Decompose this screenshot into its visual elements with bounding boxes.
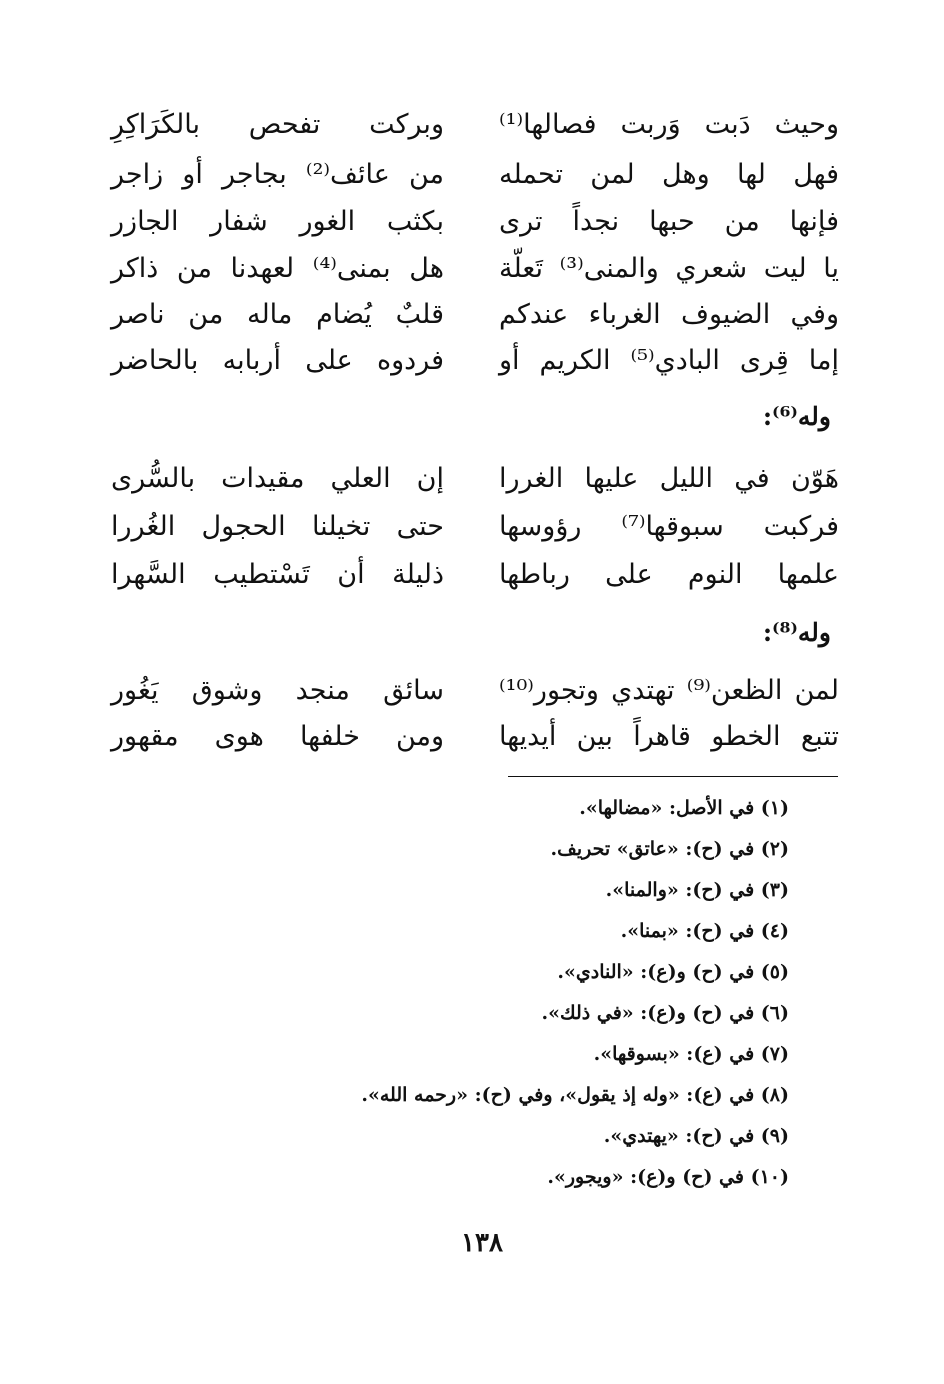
verse-right-hemistich: إما قِرى البادي⁽⁵⁾ الكريم أو (499, 345, 839, 376)
verse-left-hemistich: ذليلة أن تَسْتطيب السَّهرا (111, 559, 444, 590)
footnote: (٤) في (ح): «بمنا». (620, 920, 789, 942)
verse-left-hemistich: حتى تخيلنا الحجول الغُررا (111, 511, 444, 542)
footnote: (٢) في (ح): «عاتق» تحريف. (550, 838, 789, 860)
verse-right-hemistich: هَوّن في الليل عليها الغررا (499, 463, 839, 494)
verse-left-hemistich: وبركت تفحص بالكَرَاكِرِ (111, 109, 444, 140)
section-heading: وله⁽⁶⁾: (762, 402, 831, 431)
verse-left-hemistich: من عائف⁽²⁾ بجاجر أو زاجر (111, 159, 445, 190)
footnote: (٨) في (ع): «وله إذ يقول»، وفي (ح): «رحمه الله». (361, 1084, 789, 1106)
verse-left-hemistich: ومن خلفها هوى مقهور (111, 721, 444, 752)
verse-right-hemistich: يا ليت شعري والمنى⁽³⁾ تَعلّة (499, 253, 840, 284)
footnote-divider (508, 776, 838, 777)
footnote: (٣) في (ح): «والمنا». (605, 879, 789, 901)
footnote: (١٠) في (ح) و(ع): «ويجور». (547, 1166, 789, 1188)
verse-left-hemistich: فردوه على أربابه بالحاضر (111, 345, 444, 376)
verse-right-hemistich: فركبت سبوقها⁽⁷⁾ رؤوسها (499, 511, 839, 542)
verse-left-hemistich: سائق منجد وشوق يَغُور (111, 675, 444, 706)
verse-left-hemistich: بكثب الغور شفار الجازر (111, 206, 444, 237)
page-number: ١٣٨ (461, 1228, 503, 1258)
verse-right-hemistich: وحيث دَبت وَربت فصالها⁽¹⁾ (499, 109, 839, 140)
verse-right-hemistich: لمن الظعن⁽⁹⁾ تهتدي وتجور⁽¹⁰⁾ (499, 675, 840, 706)
footnote: (٦) في (ح) و(ع): «في ذلك». (541, 1002, 789, 1024)
verse-left-hemistich: هل بمنى⁽⁴⁾ لعهدنا من ذاكر (111, 253, 444, 284)
verse-right-hemistich: تتبع الخطو قاهراً بين أيديها (499, 721, 839, 752)
verse-left-hemistich: إن العلي مقيدات بالسُّرى (111, 463, 444, 494)
verse-right-hemistich: وفي الضيوف الغرباء عندكم (499, 299, 839, 330)
verse-right-hemistich: فإنها من حبها نجداً ترى (499, 206, 839, 237)
footnote: (١) في الأصل: «مضالها». (579, 797, 789, 819)
footnote: (٥) في (ح) و(ع): «النادي». (557, 961, 789, 983)
verse-right-hemistich: علمها النوم على رباطها (499, 559, 839, 590)
verse-right-hemistich: فهل لها وهل لمن تحمله (499, 159, 839, 190)
section-heading: وله⁽⁸⁾: (762, 618, 831, 647)
footnote: (٩) في (ح): «يهتدي». (603, 1125, 789, 1147)
verse-left-hemistich: قلبٌ يُضام ماله من ناصر (111, 299, 444, 330)
footnote: (٧) في (ع): «بسوقها». (593, 1043, 789, 1065)
